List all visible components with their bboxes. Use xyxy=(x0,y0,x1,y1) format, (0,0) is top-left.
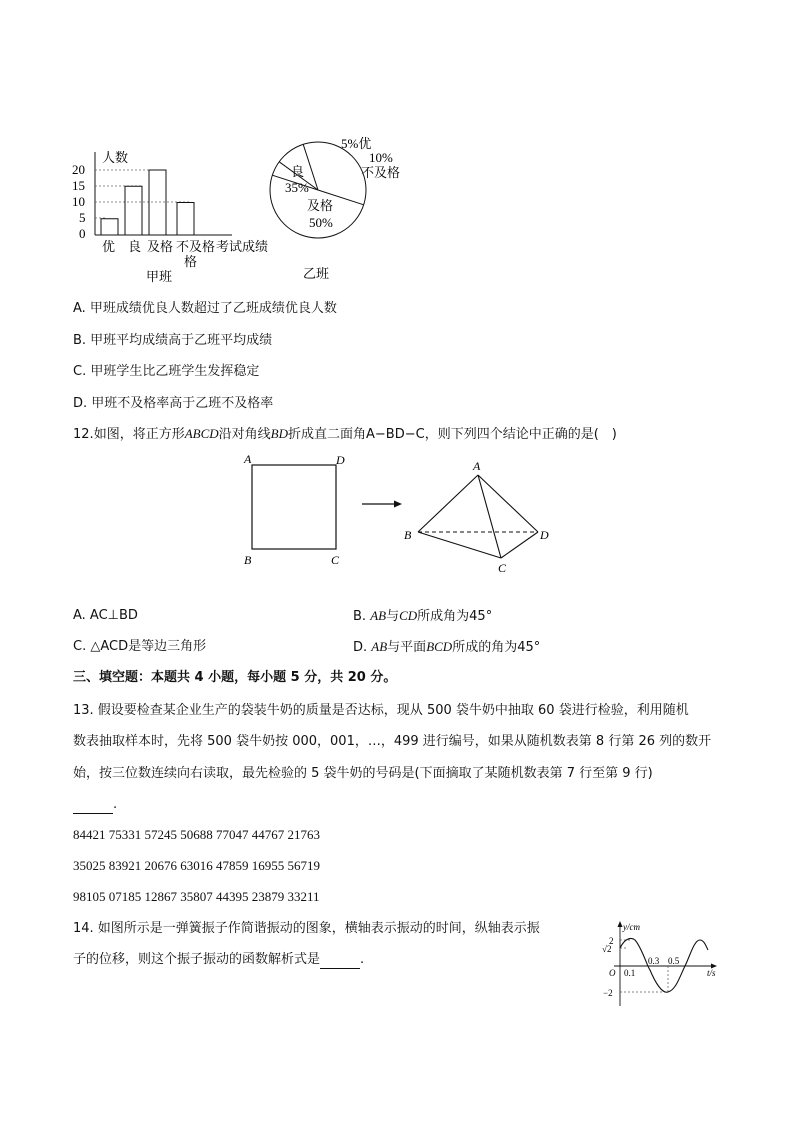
q12-square-label-c: C xyxy=(331,553,340,567)
q12-square-label-d: D xyxy=(336,453,345,467)
bar-chart-cat-jige: 及格 xyxy=(147,239,174,254)
q12-option-a: A. AC⊥BD xyxy=(73,608,138,623)
q14-y-label: y/cm xyxy=(623,922,640,932)
bar-chart-caption: 甲班 xyxy=(146,269,173,284)
q13-random-row-8: 35025 83921 20676 63016 47859 16955 56719 xyxy=(73,858,320,873)
pie-label-jige: 及格 xyxy=(307,198,334,213)
q12-square-label-a: A xyxy=(244,452,252,466)
bar-chart-cat-you: 优 xyxy=(102,239,116,254)
bar-chart-cat-liang: 良 xyxy=(128,239,142,254)
bar-chart-y-tick-15: 15 xyxy=(72,178,85,193)
q14-oscillation-graph xyxy=(592,918,727,1010)
q11-option-a: A. 甲班成绩优良人数超过了乙班成绩优良人数 xyxy=(73,301,337,316)
q13-line-2: 数表抽取样本时，先将 500 袋牛奶按 000，001，…，499 进行编号，如果从随机数表第 8 行第 26 列的数开 xyxy=(73,734,712,749)
pie-label-liang: 良 xyxy=(291,164,305,179)
section-3-title: 三、填空题：本题共 4 小题，每小题 5 分，共 20 分。 xyxy=(73,670,397,685)
q13-random-row-9: 98105 07185 12867 35807 44395 23879 33211 xyxy=(73,889,320,904)
q14-line-2: 子的位移，则这个振子振动的函数解析式是 . xyxy=(73,952,365,967)
bar-chart-cat-bujige-line2: 格 xyxy=(184,254,198,269)
bar-chart-y-tick-10: 10 xyxy=(72,194,85,209)
q12-square-label-b: B xyxy=(244,553,252,567)
pie-chart-caption: 乙班 xyxy=(303,266,330,281)
bar-chart-class-jia xyxy=(70,140,275,285)
bar-chart-y-tick-20: 20 xyxy=(72,162,85,177)
q11-option-c: C. 甲班学生比乙班学生发挥稳定 xyxy=(73,364,260,379)
bar-及格 xyxy=(149,170,166,235)
pie-label-jige-pct: 50% xyxy=(309,215,333,230)
q14-t-tick-0.1: 0.1 xyxy=(624,968,636,978)
q14-y-tick-neg2: −2 xyxy=(603,988,613,998)
bar-chart-y-tick-5: 5 xyxy=(79,210,86,225)
q12-stem: 12.如图，将正方形ABCD沿对角线BD折成直二面角A−BD−C，则下列四个结论中正确的是( ) xyxy=(73,426,617,442)
pie-chart-class-yi xyxy=(265,135,425,285)
q12-square-figure xyxy=(238,450,358,575)
q12-tetra-label-b: B xyxy=(404,528,412,542)
pie-label-you: 5%优 xyxy=(341,136,372,151)
bar-良 xyxy=(125,186,142,235)
pie-label-bujige: 不及格 xyxy=(361,165,401,180)
q12-tetrahedron-figure xyxy=(398,455,558,580)
bar-chart-x-label: 考试成绩 xyxy=(216,239,269,254)
bar-不及格 xyxy=(177,203,194,236)
pie-label-bujige-pct: 10% xyxy=(369,150,393,165)
q14-sine-curve xyxy=(620,938,708,992)
q12-square xyxy=(252,465,336,549)
q14-origin: O xyxy=(609,968,616,978)
q12-tetra-label-a: A xyxy=(473,459,481,473)
q12-option-d: D. AB与平面BCD所成的角为45° xyxy=(353,639,541,655)
q13-line-3: 始，按三位数连续向右读取，最先检验的 5 袋牛奶的号码是(下面摘取了某随机数表第 7 行至第 9 行) xyxy=(73,766,653,781)
q11-option-d: D. 甲班不及格率高于乙班不及格率 xyxy=(73,396,274,411)
q14-y-tick-2: 2 xyxy=(609,936,614,946)
q14-t-label: t/s xyxy=(707,968,716,978)
q11-option-b: B. 甲班平均成绩高于乙班平均成绩 xyxy=(73,333,273,348)
q14-blank-line[interactable] xyxy=(320,956,360,969)
pie-label-liang-pct: 35% xyxy=(285,180,309,195)
q14-y-tick-sqrt2: √2 xyxy=(602,944,612,954)
bar-chart-y-label: 人数 xyxy=(102,150,129,165)
q13-answer-blank[interactable]: . xyxy=(73,796,117,814)
q14-line-1: 14. 如图所示是一弹簧振子作简谐振动的图象，横轴表示振动的时间，纵轴表示振 xyxy=(73,921,540,936)
q12-option-c: C. △ACD是等边三角形 xyxy=(73,639,207,654)
q13-blank-line[interactable] xyxy=(73,801,113,814)
q12-tetra-label-c: C xyxy=(498,561,507,575)
q14-t-tick-0.3: 0.3 xyxy=(648,956,660,966)
q14-t-tick-0.5: 0.5 xyxy=(668,956,680,966)
q13-line-1: 13. 假设要检查某企业生产的袋装牛奶的质量是否达标，现从 500 袋牛奶中抽取 60 袋进行检验，利用随机 xyxy=(73,703,689,718)
bar-chart-cat-bujige: 不及格 xyxy=(176,239,216,254)
q12-number: 12. xyxy=(73,427,94,442)
q12-option-b: B. AB与CD所成角为45° xyxy=(353,608,493,624)
q13-random-row-7: 84421 75331 57245 50688 77047 44767 21763 xyxy=(73,827,320,842)
q12-tetra-label-d: D xyxy=(540,528,549,542)
bar-优 xyxy=(101,219,118,235)
bar-chart-y-tick-0: 0 xyxy=(79,226,86,241)
